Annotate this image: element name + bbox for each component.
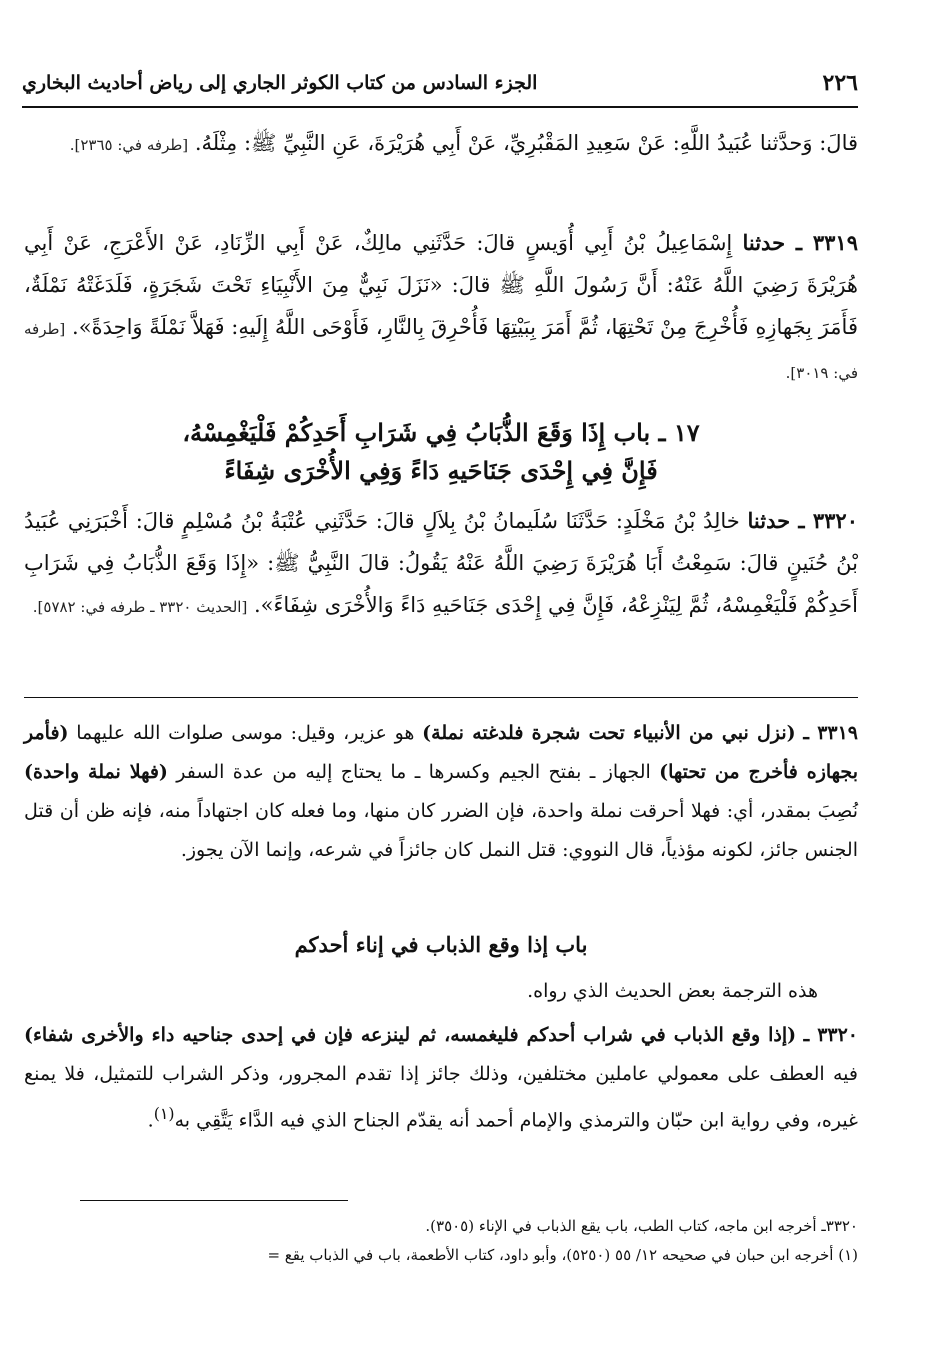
chapter-line-2: فَإِنَّ فِي إِحْدَى جَنَاحَيهِ دَاءً وَفِي الأُخْرَى شِفَاءً [224, 456, 658, 485]
chapter-heading [24, 414, 858, 490]
comment-text: فيه العطف على معمولي عاملين مختلفين، وذلك جائز إذا تقدم المجرور، وذكر الشراب للتمثيل، فلا يمنع غيره، وفي رواية ابن حبّان والترمذي والإمام أحمد أنه يقدّم الجناح الذي فيه الدَّاء يَتَّقِي به [24, 1063, 858, 1132]
hadith-text: قالَ: وَحدَّثنا عُبَيدُ اللَّهِ: عَنْ سَعِيدِ المَقْبُرِيِّ، عَنْ أَبِي هُرَيْرَةَ، عَنِ النَّبِيِّ ﷺ: مِثْلَهُ. [194, 131, 858, 155]
hadith-text: خالِدُ بْنُ مَخْلَدٍ: حَدَّثَنَا سُلَيمانُ بْنُ بِلاَلٍ قالَ: حَدَّثَنِي عُتْبَةُ بْنُ مُسْلِمٍ قالَ: أَخْبَرَنِي عُبَيدُ بْنُ حُنَينٍ قالَ: سَمِعْتُ أَبَا هُرَيْرَةَ رَضِيَ اللَّهُ عَنْهُ يَقُولُ: قالَ النَّبِيُّ ﷺ: «إِذَا وَقَعَ الذُّبَابُ فِي شَرَابِ أَحَدِكُمْ فَلْيَغْمِسْهُ، ثُمَّ لِيَنْزِعْهُ، فَإِنَّ فِي إِحْدَى جَنَاحَيهِ دَاءً وَالأُخْرَى شِفَاءً». [24, 509, 858, 617]
hadith-number: ٣٣١٩ ـ حدثنا [742, 230, 858, 255]
commentary-chapter-title: باب إذا وقع الذباب في إناء أحدكم [294, 932, 588, 957]
hadith-ref: [الحديث ٣٣٢٠ ـ طرفه في: ٥٧٨٢]. [32, 598, 248, 616]
hadith-number: ٣٣٢٠ ـ حدثنا [747, 508, 858, 533]
footnote-separator [80, 1200, 348, 1201]
commentary-3320: ٣٣٢٠ ـ (إذا وقع الذباب في شراب أحدكم فليغمسه، ثم لينزعه فإن في إحدى جناحيه داء والأخرى شفاء) فيه العطف على معمولي عاملين مختلفين، وذلك جائز إذا تقدم المجرور، وذكر الشراب للتمثيل، فلا يمنع غيره، وفي رواية ابن حبّان والترمذي والإمام أحمد أنه يقدّم الجناح الذي فيه الدَّاء يَتَّقِي به$^{(١)}$. [24, 1024, 859, 1132]
quote: (نزل نبي من الأنبياء تحت شجرة فلدغته نملة) [422, 722, 796, 744]
footnote-2: (١) أخرجه ابن حبان في صحيحه ١٢/ ٥٥ (٥٢٥٠)، وأبو داود، كتاب الأطعمة، باب في الذباب يقع = [267, 1246, 858, 1264]
page-header [22, 62, 858, 108]
footnote-1: ٣٣٢٠ـ أخرجه ابن ماجه، كتاب الطب، باب يقع الذباب في الإناء (٣٥٠٥). [425, 1217, 858, 1235]
comment-number: ٣٣٢٠ ـ [803, 1024, 859, 1046]
quote: (فهلا نملة واحدة) [24, 761, 168, 783]
hadith-ref: [طرفه في: ٢٣٦٥]. [69, 136, 189, 154]
chapter-line-1: ١٧ ـ باب إِذَا وَقَعَ الذُّبَابُ فِي شَرَابِ أَحَدِكُمْ فَلْيَغْمِسْهُ، [182, 418, 700, 447]
comment-number: ٣٣١٩ ـ [803, 722, 859, 744]
page-number: ٢٢٦ [822, 70, 858, 96]
commentary-3319 [24, 714, 858, 870]
hadith-3319 [24, 222, 858, 394]
hadith-text: إِسْمَاعِيلُ بْنُ أَبِي أُوَيسٍ قالَ: حَدَّثَنِي مالِكٌ، عَنْ أَبِي الزِّنَادِ، عَنْ الأَعْرَجِ، عَنْ أَبِي هُرَيْرَةَ رَضِيَ اللَّهُ عَنْهُ: أَنَّ رَسُولَ اللَّهِ ﷺ قالَ: «نَزَلَ نَبِيٌّ مِنَ الأَنْبِيَاءِ تَحْتَ شَجَرَةٍ، فَلَدَغَتْهُ نَمْلَةٌ، فَأَمَرَ بِجَهازِهِ فَأُخْرِجَ مِنْ تَحْتِهَا، ثُمَّ أَمَرَ بِبَيْتِهَا فَأُحْرِقَ بِالنَّارِ، فَأَوْحَى اللَّهُ إِلَيهِ: فَهَلاَّ نَمْلَةً وَاحِدَةً». [24, 231, 858, 339]
comment-text: الجهاز ـ بفتح الجيم وكسرها ـ ما يحتاج إليه من عدة السفر [176, 761, 651, 783]
running-title: الجزء السادس من كتاب الكوثر الجاري إلى رياض أحاديث البخاري [22, 72, 538, 94]
hadith-ref: [طرفه في: ٣٠١٩]. [24, 320, 858, 382]
quote: (إذا وقع الذباب في شراب أحدكم فليغمسه، ثم لينزعه فإن في إحدى جناحيه داء والأخرى شفاء) [24, 1024, 797, 1046]
comment-text: هو عزير، وقيل: موسى صلوات الله عليهما [76, 722, 415, 744]
hadith-3318-tail [24, 122, 858, 166]
hadith-3320 [24, 500, 858, 628]
commentary-chapter-text: هذه الترجمة بعض الحديث الذي رواه. [527, 980, 818, 1002]
comment-text: نُصِبَ بمقدر، أي: فهلا أحرقت نملة واحدة، فإن الضرر كان منها، وما فعله كان اجتهاداً منه، فإنه ظن أن قتل الجنس جائز، لكونه مؤذياً، قال النووي: قتل النمل كان جائزاً في شرعه، وإنما الآن يجوز. [24, 800, 858, 861]
quote: (فأمر بجهازه فأخرج من تحتها) [24, 722, 858, 783]
footnote-marker[interactable]: (١) [153, 1104, 175, 1123]
commentary-separator [24, 697, 858, 698]
footnotes [24, 1212, 858, 1270]
